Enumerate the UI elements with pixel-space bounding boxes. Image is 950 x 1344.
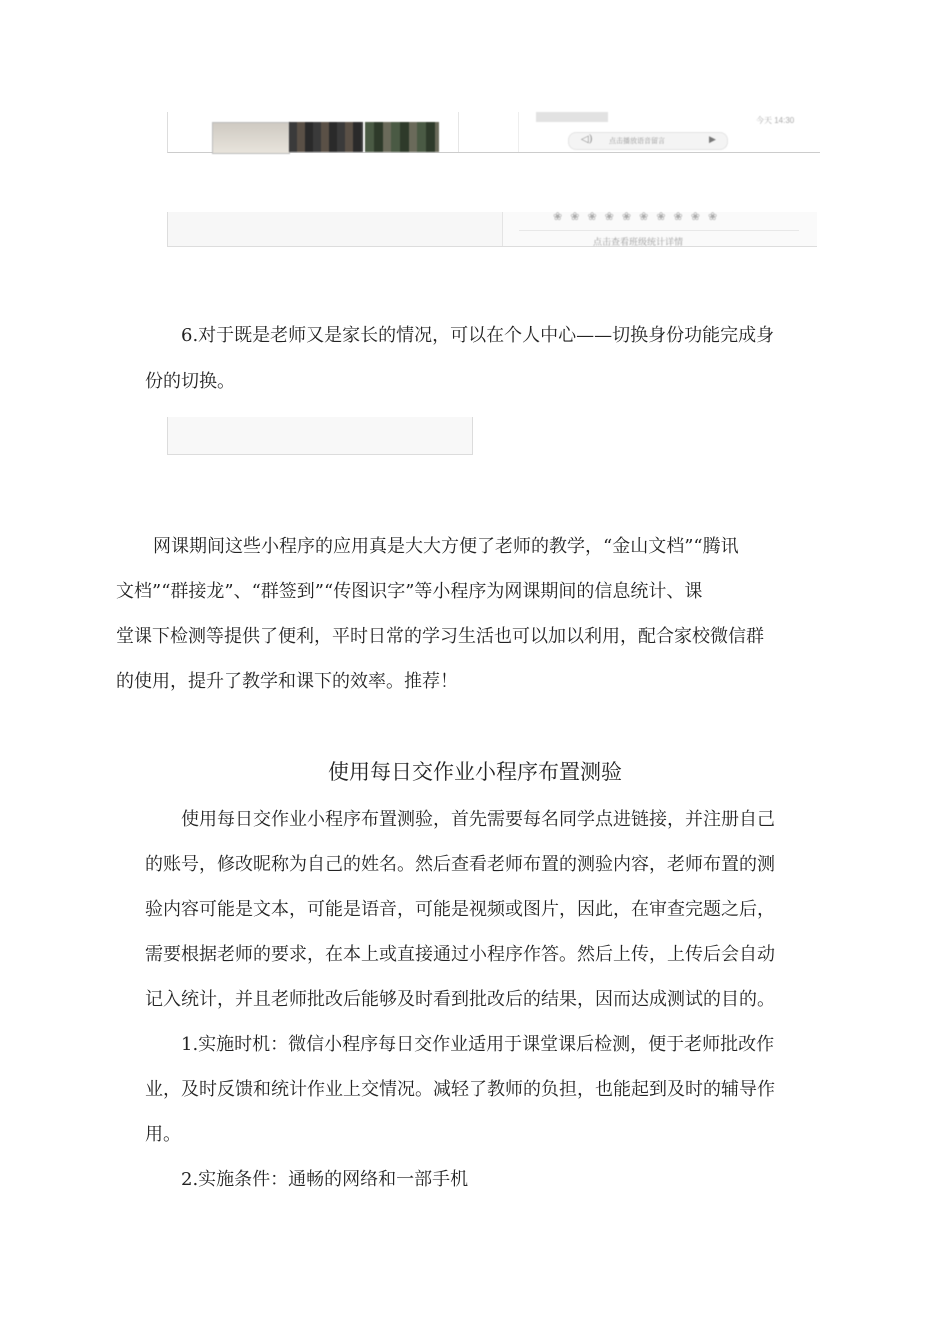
flower-icon: ❀ xyxy=(587,210,605,223)
item1-line-1: 1.实施时机：微信小程序每日交作业适用于课堂课后检测，便于老师批改作 xyxy=(181,1034,775,1055)
flower-icon: ❀ xyxy=(673,210,691,223)
intro-line-4: 需要根据老师的要求，在本上或直接通过小程序作答。然后上传，上传后会自动 xyxy=(145,944,775,965)
thumbnail-image-3 xyxy=(365,122,439,152)
right-panel xyxy=(502,212,817,246)
intro-line-2: 的账号，修改昵称为自己的姓名。然后查看老师布置的测验内容，老师布置的测 xyxy=(145,854,775,875)
screenshot-placeholder xyxy=(167,417,473,455)
thumbnail-image-2 xyxy=(289,122,363,152)
stats-link[interactable]: 点击查看班级统计详情 xyxy=(593,237,684,247)
flower-icon: ❀ xyxy=(707,210,726,223)
flower-icon: ❀ xyxy=(553,210,571,223)
flower-icon: ❀ xyxy=(604,210,622,223)
flower-icon: ❀ xyxy=(621,210,640,223)
screenshot-strip-middle xyxy=(167,212,817,247)
intro-line-3: 验内容可能是文本，可能是语音，可能是视频或图片，因此，在审查完题之后， xyxy=(145,899,775,920)
intro-line-5: 记入统计，并且老师批改后能够及时看到批改后的结果，因而达成测试的目的。 xyxy=(145,989,775,1010)
flower-icon: ❀ xyxy=(656,210,674,223)
section-heading: 使用每日交作业小程序布置测验 xyxy=(328,760,622,784)
flower-icon: ❀ xyxy=(639,210,657,223)
play-icon: ▶ xyxy=(709,135,716,145)
flower-icon: ❀ xyxy=(570,210,588,223)
voice-message-bar[interactable] xyxy=(568,132,728,150)
reaction-icons-row xyxy=(553,210,725,223)
voice-hint-text: 点击播放语音留言 xyxy=(609,138,665,145)
item1-line-2: 业，及时反馈和统计作业上交情况。减轻了教师的负担，也能起到及时的辅导作 xyxy=(145,1079,775,1100)
timestamp: 今天 14:30 xyxy=(756,116,795,125)
summary-line-1: 网课期间这些小程序的应用真是大大方便了老师的教学，“金山文档”“腾讯 xyxy=(153,536,739,557)
divider xyxy=(458,112,459,152)
item2-line: 2.实施条件：通畅的网络和一部手机 xyxy=(181,1169,469,1190)
tip-line-2: 份的切换。 xyxy=(145,371,235,392)
item1-line-3: 用。 xyxy=(145,1124,181,1145)
screenshot-strip-top xyxy=(167,112,820,153)
thumbnail-image-1 xyxy=(212,122,290,154)
divider xyxy=(519,230,799,231)
intro-line-1: 使用每日交作业小程序布置测验，首先需要每名同学点进链接，并注册自己 xyxy=(181,809,775,830)
avatar-placeholder xyxy=(536,112,608,122)
summary-line-3: 堂课下检测等提供了便利，平时日常的学习生活也可以加以利用，配合家校微信群 xyxy=(116,626,764,647)
speaker-icon: ◁) xyxy=(581,134,593,145)
tip-line-1: 6.对于既是老师又是家长的情况，可以在个人中心——切换身份功能完成身 xyxy=(181,325,775,346)
flower-icon: ❀ xyxy=(690,210,708,223)
divider xyxy=(518,112,519,152)
summary-line-2: 文档”“群接龙”、“群签到”“传图识字”等小程序为网课期间的信息统计、课 xyxy=(116,581,703,602)
summary-line-4: 的使用，提升了教学和课下的效率。推荐！ xyxy=(116,671,458,692)
